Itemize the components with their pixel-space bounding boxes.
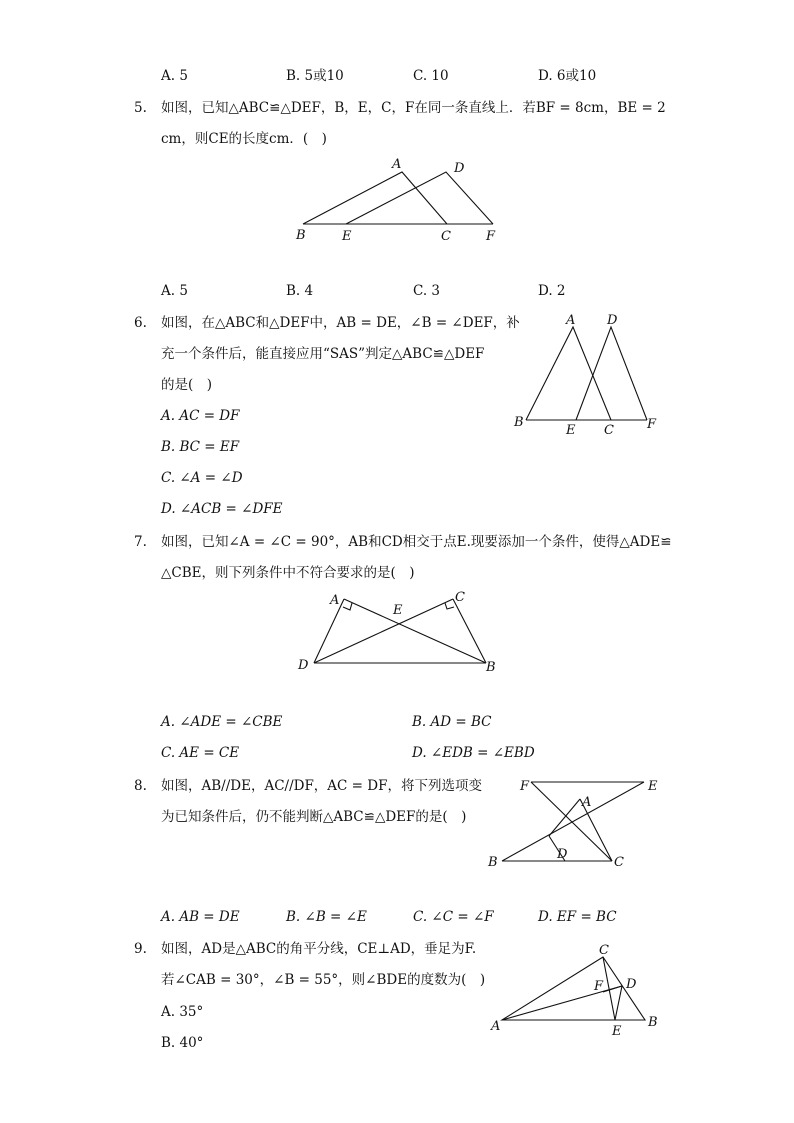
q6-number: 6. — [134, 315, 147, 331]
q7-option-b: B. AD = BC — [412, 714, 492, 730]
q7-option-d: D. ∠EDB = ∠EBD — [412, 745, 535, 761]
q5-number: 5. — [134, 100, 147, 116]
q7-segment-dc — [314, 599, 453, 663]
q9-segment-de — [615, 986, 622, 1020]
q9-label-f: F — [594, 979, 604, 994]
q8-text-line2: 为已知条件后，仍不能判断△ABC≌△DEF的是( ) — [161, 809, 467, 825]
q9-text-line1: 如图，AD是△ABC的角平分线，CE⊥AD，垂足为F. — [161, 941, 477, 957]
q7-text-line2: △CBE，则下列条件中不符合要求的是( ) — [161, 565, 415, 581]
q9-bisector-ad — [502, 986, 622, 1020]
q5-option-d: D. 2 — [538, 283, 566, 299]
q8-label-d: D — [557, 847, 568, 862]
q6-figure — [510, 310, 660, 440]
q6-triangle-def — [576, 327, 647, 420]
q5-label-a: A — [392, 157, 402, 172]
q7-text-line1: 如图，已知∠A = ∠C = 90°，AB和CD相交于点E.现要添加一个条件，使得△ADE≌ — [161, 534, 672, 550]
q6-option-d: D. ∠ACB = ∠DFE — [161, 501, 283, 517]
q5-option-a: A. 5 — [161, 283, 188, 299]
q6-label-c: C — [604, 423, 614, 438]
q5-option-c: C. 3 — [413, 283, 441, 299]
q8-text-line1: 如图，AB//DE，AC//DF，AC = DF，将下列选项变 — [161, 778, 482, 794]
q7-number: 7. — [134, 534, 147, 550]
q6-label-d: D — [607, 313, 618, 328]
q7-label-e: E — [393, 603, 403, 618]
q9-label-c: C — [599, 943, 609, 958]
q7-label-d: D — [298, 658, 309, 673]
q5-option-b: B. 4 — [286, 283, 314, 299]
q5-triangle-def — [346, 172, 493, 224]
q5-label-e: E — [342, 229, 352, 244]
q8-number: 8. — [134, 778, 147, 794]
q6-option-a: A. AC = DF — [161, 408, 240, 424]
q7-label-a: A — [330, 593, 340, 608]
q6-text-line1: 如图，在△ABC和△DEF中，AB = DE，∠B = ∠DEF，补 — [161, 315, 520, 331]
q5-triangle-abc — [303, 172, 447, 224]
q7-segment-ab — [344, 599, 486, 663]
q5-figure — [290, 152, 510, 247]
q6-text-line3: 的是( ) — [161, 377, 213, 393]
q8-option-c: C. ∠C = ∠F — [413, 909, 494, 925]
q9-number: 9. — [134, 941, 147, 957]
q5-label-d: D — [454, 161, 465, 176]
q9-label-a: A — [491, 1019, 501, 1034]
q8-label-f: F — [520, 779, 530, 794]
q8-segment-fc — [531, 782, 612, 861]
q6-option-c: C. ∠A = ∠D — [161, 470, 243, 486]
q7-right-angle-c — [445, 603, 454, 609]
q5-label-b: B — [296, 228, 306, 243]
q9-text-line2: 若∠CAB = 30°，∠B = 55°，则∠BDE的度数为( ) — [161, 972, 486, 988]
q8-label-b: B — [488, 855, 498, 870]
q6-label-e: E — [566, 423, 576, 438]
q9-label-e: E — [612, 1024, 622, 1039]
q9-label-d: D — [626, 977, 637, 992]
q8-label-c: C — [614, 855, 624, 870]
q8-option-a: A. AB = DE — [161, 909, 240, 925]
q5-text-line2: cm，则CE的长度cm．( ) — [161, 131, 327, 147]
q8-option-b: B. ∠B = ∠E — [286, 909, 367, 925]
q6-label-a: A — [566, 313, 576, 328]
q6-text-line2: 充一个条件后，能直接应用“SAS”判定△ABC≌△DEF — [161, 346, 485, 362]
q7-label-c: C — [455, 590, 465, 605]
q7-segment-da — [314, 599, 344, 663]
q7-option-a: A. ∠ADE = ∠CBE — [161, 714, 283, 730]
q9-label-b: B — [648, 1015, 658, 1030]
q9-segment-fd — [603, 986, 622, 992]
q5-text-line1: 如图，已知△ABC≌△DEF，B，E，C，F在同一条直线上．若BF = 8cm，BE = 2 — [161, 100, 666, 116]
q8-figure — [485, 770, 665, 870]
q9-triangle-abc — [502, 957, 645, 1020]
q8-option-d: D. EF = BC — [538, 909, 617, 925]
q9-option-b: B. 40° — [161, 1035, 204, 1051]
q6-label-b: B — [514, 415, 524, 430]
q5-label-f: F — [486, 229, 496, 244]
q6-label-f: F — [647, 417, 657, 432]
q6-option-b: B. BC = EF — [161, 439, 240, 455]
q9-option-a: A. 35° — [161, 1004, 204, 1020]
q4-option-a: A. 5 — [161, 68, 188, 84]
q7-figure — [290, 585, 510, 680]
q4-option-d: D. 6或10 — [538, 68, 597, 84]
q8-label-a: A — [582, 795, 592, 810]
q7-right-angle-a — [343, 603, 352, 610]
q5-label-c: C — [441, 229, 451, 244]
q6-triangle-abc — [526, 327, 611, 420]
q7-label-b: B — [486, 660, 496, 675]
q4-option-b: B. 5或10 — [286, 68, 344, 84]
q4-option-c: C. 10 — [413, 68, 449, 84]
q8-label-e: E — [648, 779, 658, 794]
q7-option-c: C. AE = CE — [161, 745, 240, 761]
q7-segment-cb — [453, 599, 486, 663]
q9-figure — [485, 940, 665, 1040]
